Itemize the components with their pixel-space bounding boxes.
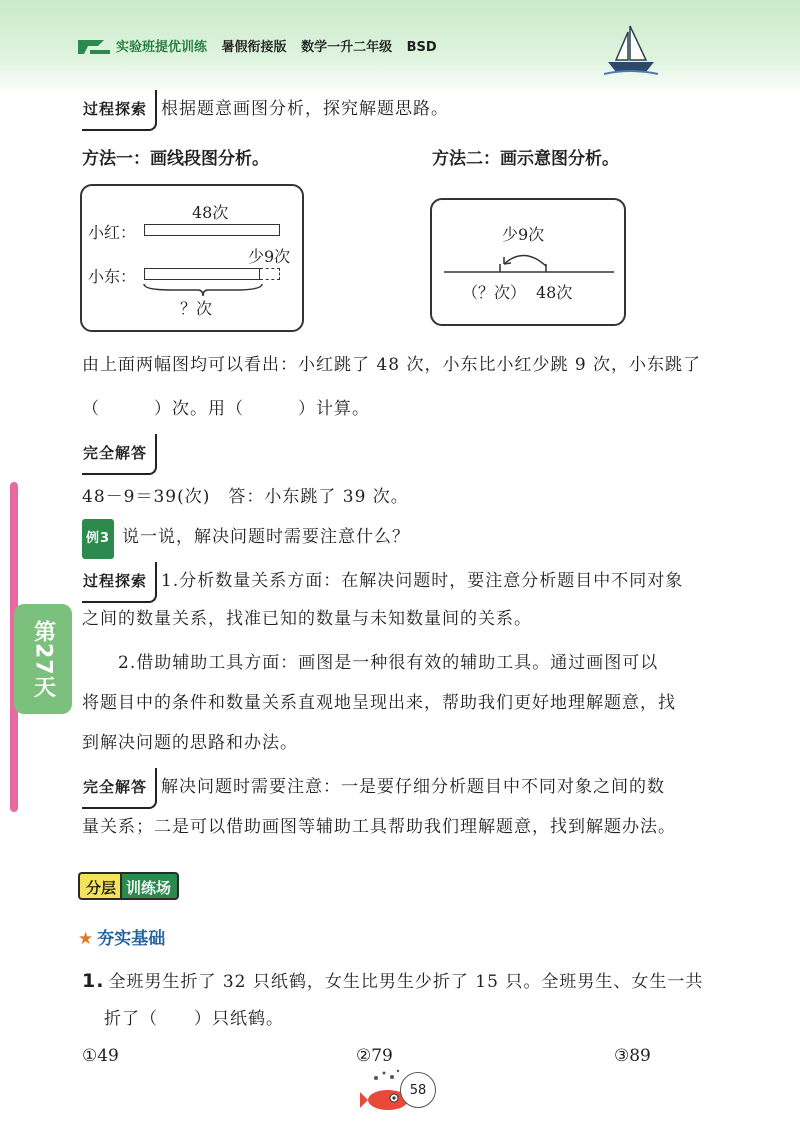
- page-number: 58: [400, 1072, 436, 1108]
- answer-tag-1-row: [82, 434, 772, 475]
- process-tag-2: 过程探索: [82, 562, 157, 603]
- answer-1: 48－9＝39(次) 答：小东跳了 39 次。: [82, 487, 409, 507]
- xiaohong-bar: [144, 224, 280, 236]
- number-line-icon: [442, 244, 618, 280]
- example3-answer-line1-text: 解决问题时需要注意：一是要仔细分析题目中不同对象之间的数: [161, 777, 666, 797]
- process-intro-text: 根据题意画图分析，探究解题思路。: [161, 99, 450, 119]
- example3-badge: 例3: [82, 519, 114, 559]
- option-1[interactable]: ①49: [82, 1046, 119, 1066]
- example3-question-text: 说一说，解决问题时需要注意什么？: [122, 527, 411, 547]
- example3-answer-line1: [82, 768, 772, 809]
- answer-tag-2: 完全解答: [82, 768, 157, 809]
- schematic-less-label: 少9次: [502, 225, 545, 244]
- method-two-title: 方法二：画示意图分析。: [432, 149, 619, 169]
- question-1-line1-text: 全班男生折了 32 只纸鹤，女生比男生少折了 15 只。全班男生、女生一共: [108, 972, 704, 992]
- less-label: 少9次: [248, 247, 291, 266]
- top-count-label: 48次: [192, 203, 229, 222]
- header-text: [116, 36, 437, 55]
- schematic-unknown-label: （？次）: [462, 283, 527, 302]
- header-edition: 暑假衔接版: [221, 40, 287, 55]
- unknown-count-label: ？次: [180, 299, 213, 318]
- label-xiaohong: 小红：: [88, 223, 137, 242]
- process-intro: [82, 90, 772, 131]
- line-segment-diagram: [80, 184, 304, 332]
- difference-dashed: [260, 268, 280, 280]
- question-1-number: 1.: [82, 970, 105, 992]
- xiaodong-bar: [144, 268, 260, 280]
- conclusion-line-2: （ ）次。用（ ）计算。: [82, 399, 370, 419]
- question-1-line1: [82, 962, 782, 1001]
- example3-p1-line2: 之间的数量关系，找准已知的数量与未知数量间的关系。: [82, 609, 532, 629]
- practice-badge-b: 训练场: [120, 872, 179, 900]
- schematic-known-label: 48次: [536, 283, 573, 302]
- sailboat-icon: [600, 22, 660, 80]
- day-tab: [14, 604, 72, 714]
- example3-p2-line2: 将题目中的条件和数量关系直观地呈现出来，帮助我们更好地理解题意，找: [82, 693, 676, 713]
- option-2[interactable]: ②79: [356, 1046, 393, 1066]
- example3-answer-line2: 量关系；二是可以借助画图等辅助工具帮助我们理解题意，找到解题办法。: [82, 817, 676, 837]
- conclusion-line-1: 由上面两幅图均可以看出：小红跳了 48 次，小东比小红少跳 9 次，小东跳了: [82, 355, 702, 375]
- subsection-title-text: 夯实基础: [97, 929, 166, 949]
- example3-question: [82, 518, 772, 559]
- example3-p1-line1: [82, 562, 772, 603]
- answer-tag-1: 完全解答: [82, 434, 157, 475]
- label-xiaodong: 小东：: [88, 267, 137, 286]
- practice-section-badge: [78, 872, 179, 900]
- option-3[interactable]: ③89: [614, 1046, 651, 1066]
- subsection-title: [78, 924, 165, 949]
- example3-p2-line1: 2.借助辅助工具方面：画图是一种很有效的辅助工具。通过画图可以: [118, 653, 659, 673]
- schematic-diagram: [430, 198, 626, 326]
- question-1-line2: 折了（ ）只纸鹤。: [104, 1009, 284, 1029]
- example3-p2-line3: 到解决问题的思路和办法。: [82, 733, 298, 753]
- process-tag: 过程探索: [82, 90, 157, 131]
- method-one-title: 方法一：画线段图分析。: [82, 149, 269, 169]
- day-tab-label: 第27天: [30, 619, 56, 699]
- header-subject: 数学一升二年级: [301, 40, 393, 55]
- series-logo-icon: [76, 36, 114, 58]
- header-code: BSD: [406, 40, 437, 55]
- header-series: 实验班提优训练: [116, 40, 208, 55]
- practice-badge-a: 分层: [78, 872, 120, 900]
- star-icon: ★: [78, 929, 94, 949]
- example3-p1-line1-text: 1.分析数量关系方面：在解决问题时，要注意分析题目中不同对象: [161, 571, 684, 591]
